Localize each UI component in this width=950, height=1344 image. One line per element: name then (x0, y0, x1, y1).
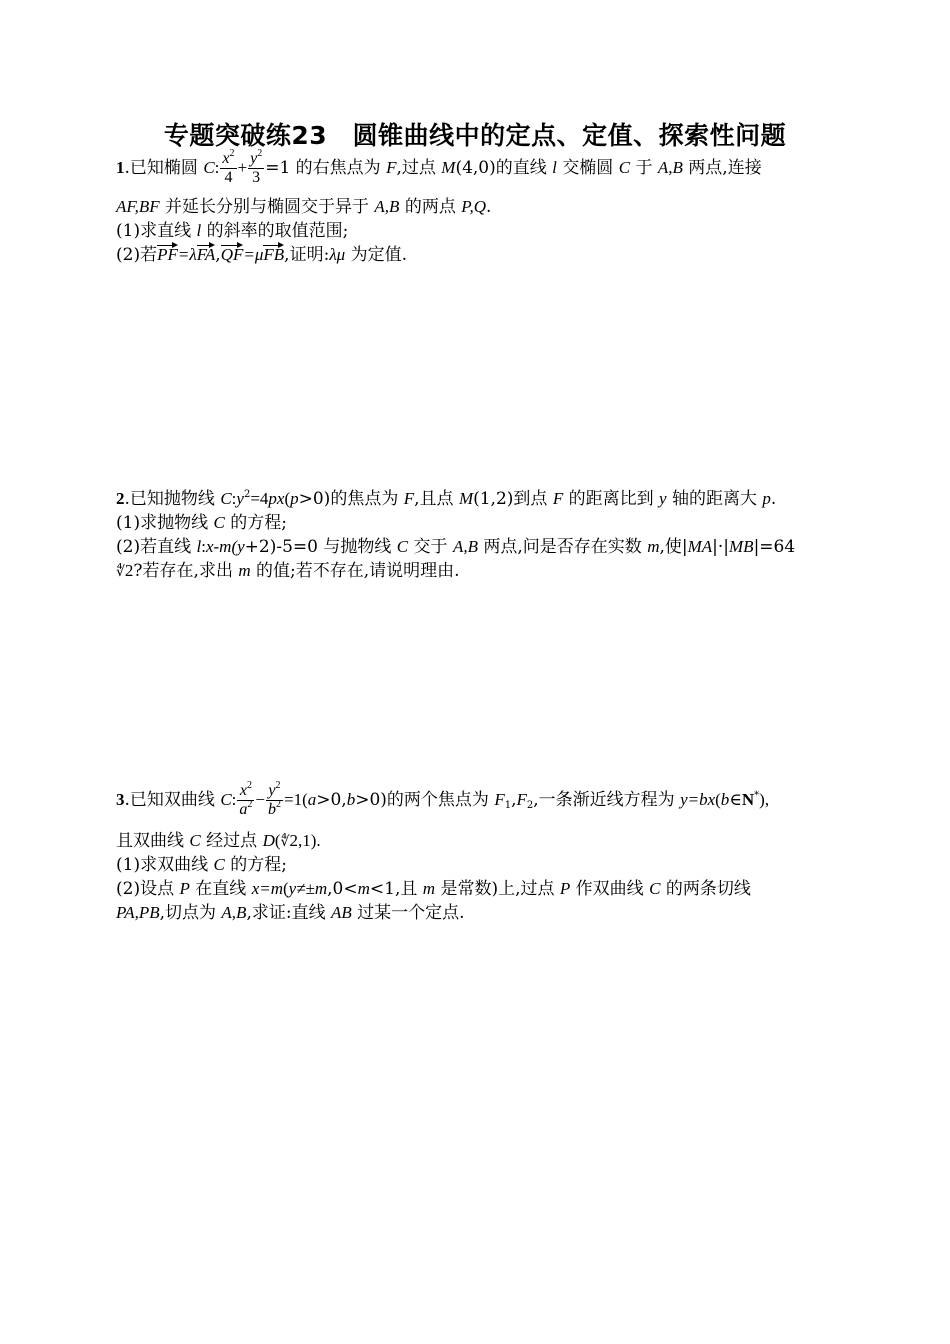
q1-text: =1 的右焦点为 (265, 158, 387, 178)
q1-fraction-y: $\frac{y^2}{3}$ (250, 148, 263, 186)
page-title: 专题突破练23 圆锥曲线中的定点、定值、探索性问题 (163, 121, 787, 150)
q1-part-1: (1)求直线 l 的斜率的取值范围; (116, 221, 349, 241)
q3-number: 3 (116, 790, 125, 809)
q1-number: 1 (116, 158, 125, 177)
vector-QF: QF (220, 245, 244, 264)
q2-part-2: (2)若直线 l:x-m(y+2)-5=0 与抛物线 C 交于 A,B 两点,问是否存在实数 m,使|MA|·|MB|=64 (116, 537, 796, 557)
q2-part-1: (1)求抛物线 C 的方程; (116, 513, 287, 533)
q1-fraction-x: $\frac{x^2}{4}$ (222, 148, 235, 186)
q2-part-2-cont: ∜2?若存在,求出 m 的值;若不存在,请说明理由. (116, 561, 460, 581)
vector-FA: FA (196, 245, 216, 264)
q1-text: .已知椭圆 (124, 158, 204, 178)
q1-line-2: AF,BF 并延长分别与椭圆交于异于 A,B 的两点 P,Q. (116, 197, 492, 217)
q3-fraction-y: $\frac{y^2}{b^2}$ (267, 780, 281, 818)
fourth-root-symbol: ∜ (280, 834, 290, 850)
q3-line-1: 3.已知双曲线 C: $\frac{x^2}{a^2}$ − $\frac{y^2}{b^2}$ =1(a>0,b>0)的两个焦点为 $F_1,F_2$,一条渐近线方程为 y=bx(b∈N*), (116, 780, 770, 818)
q1-line-1: 1.已知椭圆 C: $\frac{x^2}{4}$ + $\frac{y^2}{3}$ =1 的右焦点为 F,过点 M(4,0)的直线 l 交椭圆 C 于 A,B 两点,连接 (116, 148, 762, 186)
q1-part-2: (2)若PF=λFA,QF=μFB,证明:λμ 为定值. (116, 245, 408, 265)
vector-FB: FB (263, 245, 285, 264)
q3-fraction-x: $\frac{x^2}{a^2}$ (239, 780, 253, 818)
q2-number: 2 (116, 489, 125, 508)
q3-part-1: (1)求双曲线 C 的方程; (116, 855, 287, 875)
fourth-root-symbol: ∜ (116, 564, 125, 580)
q3-line-2: 且双曲线 C 经过点 D(∜2,1). (116, 831, 321, 851)
vector-PF: PF (157, 245, 178, 264)
q1-var: C (203, 158, 215, 177)
q2-line-1: 2.已知抛物线 $C:y^2=4px(p>0)$的焦点为 F,且点 M(1,2)到点 F 的距离比到 y 轴的距离大 p. (116, 489, 777, 509)
q3-part-2-cont: PA,PB,切点为 A,B,求证:直线 AB 过某一个定点. (116, 903, 465, 923)
q1-text: : (214, 158, 220, 177)
q3-part-2: (2)设点 P 在直线 x=m(y≠±m,0<m<1,且 m 是常数)上,过点 P 作双曲线 C 的两条切线 (116, 879, 751, 899)
